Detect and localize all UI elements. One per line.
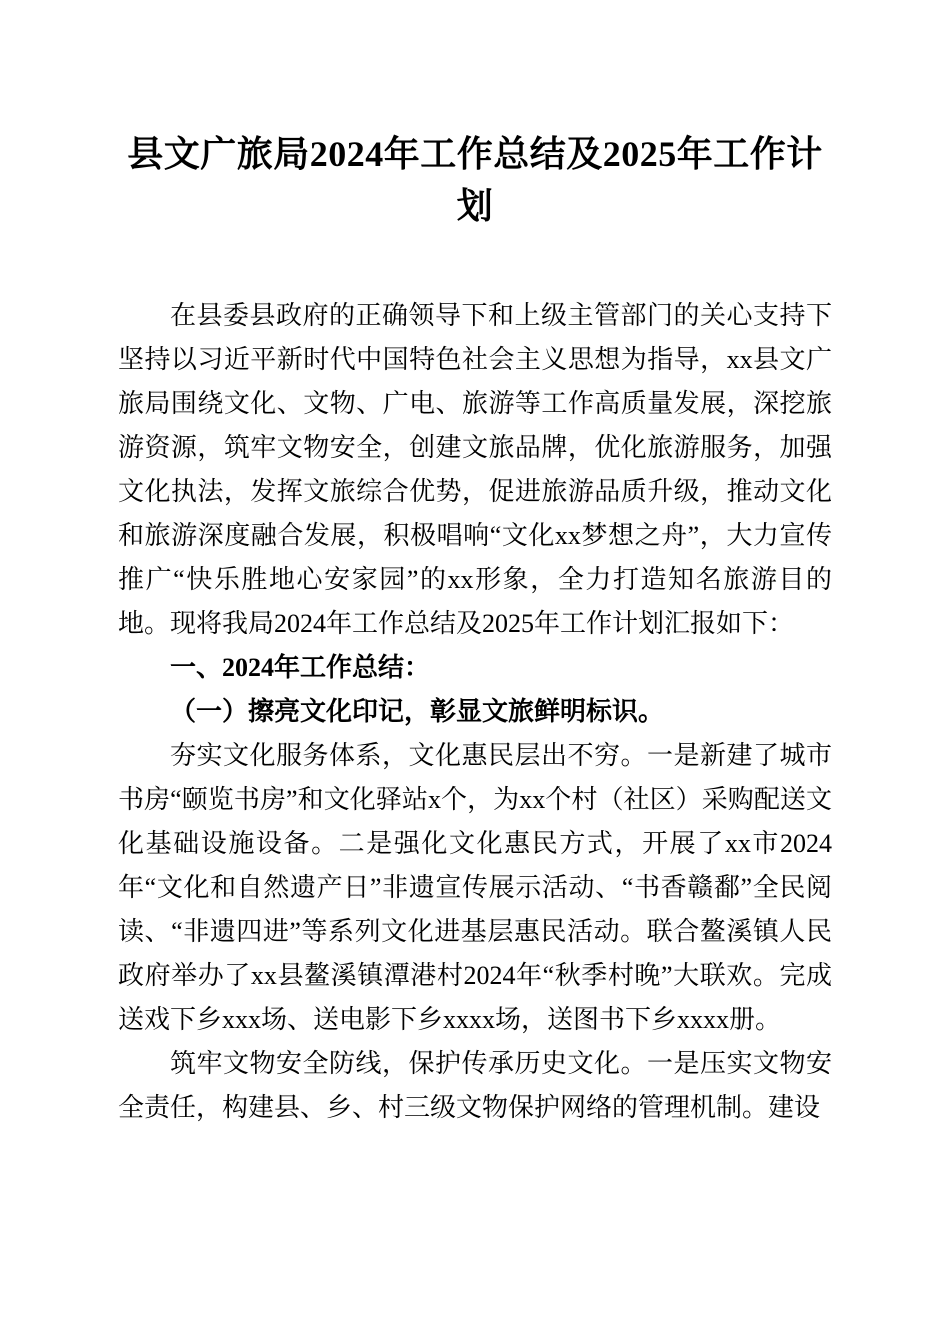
section-heading-2024-summary: 一、2024年工作总结： — [170, 653, 431, 683]
document-title: 县文广旅局2024年工作总结及2025年工作计划 — [127, 134, 823, 227]
paragraph-culture-service: 夯实文化服务体系，文化惠民层出不穷。一是新建了城市书房“颐览书房”和文化驿站x个，为xx个村（社区）采购配送文化基础设施设备。二是强化文化惠民方式，开展了xx市2024年“文化和自然遗产日”非遗宣传展示活动、“书香赣鄱”全民阅读、“非遗四进”等系列文化进基层惠民活动。联合鳌溪镇人民政府举办了xx县鳌溪镇潭港村2024年“秋季村晚”大联欢。完成送戏下乡xxx场、送电影下乡xxxx场，送图书下乡xxxx册。 — [118, 741, 832, 1035]
paragraph-heritage-protection: 筑牢文物安全防线，保护传承历史文化。一是压实文物安全责任，构建县、乡、村三级文物保护网络的管理机制。建设 — [118, 1049, 832, 1123]
subsection-heading-culture-identity: （一）擦亮文化印记，彰显文旅鲜明标识。 — [170, 697, 665, 727]
paragraph-lead: 在县委县政府的正确领导下和上级主管部门的关心支持下坚持以习近平新时代中国特色社会主义思想为指导，xx县文广旅局围绕文化、文物、广电、旅游等工作高质量发展，深挖旅游资源，筑牢文物安全，创建文旅品牌，优化旅游服务，加强文化执法，发挥文旅综合优势，促进旅游品质升级，推动文化和旅游深度融合发展，积极唱响“文化xx梦想之舟”，大力宣传推广“快乐胜地心安家园”的xx形象，全力打造知名旅游目的地。现将我局2024年工作总结及2025年工作计划汇报如下： — [118, 301, 832, 639]
